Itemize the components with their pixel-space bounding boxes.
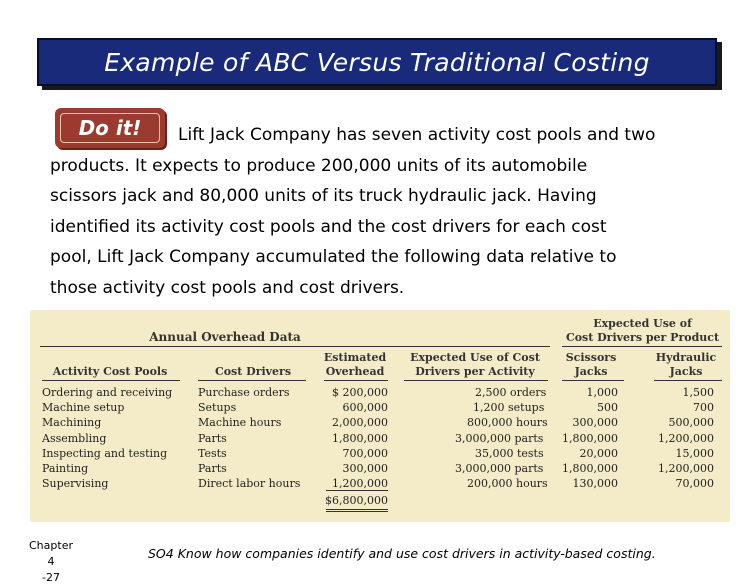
total-rule-double-1 — [326, 509, 388, 510]
cell-overhead: 1,800,000 — [332, 431, 388, 445]
cell-driver: Setups — [198, 401, 237, 415]
cell-pool: Supervising — [42, 477, 109, 491]
cell-use: 2,500 orders — [475, 386, 547, 399]
col-rule-driver — [198, 380, 306, 381]
col-header-scissors-line2: Jacks — [574, 365, 608, 378]
cell-hydraulic: 15,000 — [675, 446, 714, 460]
col-header-overhead-line2: Overhead — [325, 365, 385, 378]
slide-title: Example of ABC Versus Traditional Costing — [37, 38, 717, 86]
cell-pool: Painting — [42, 462, 89, 475]
cell-overhead: 1,200,000 — [332, 477, 388, 491]
study-objective: SO4 Know how companies identify and use cost drivers in activity-based costing. — [148, 546, 656, 561]
cell-driver: Direct labor hours — [198, 477, 301, 491]
col-header-hydraulic-line2: Jacks — [669, 365, 703, 378]
cell-use: 1,200 setups — [473, 401, 545, 415]
paragraph-line: identified its activity cost pools and the cost drivers for each cost — [50, 216, 607, 237]
cell-overhead: 700,000 — [342, 446, 388, 460]
col-header-hydraulic-line1: Hydraulic — [655, 351, 717, 364]
slide-number: -27 — [42, 571, 60, 584]
col-rule-hydraulic — [654, 380, 722, 381]
cell-scissors: 500 — [597, 401, 618, 415]
total-rule-top — [326, 490, 388, 491]
cell-use: 3,000,000 parts — [455, 462, 544, 475]
paragraph-line: those activity cost pools and cost drivers. — [50, 277, 405, 298]
expected-header-rule — [562, 346, 722, 347]
cell-pool: Machining — [42, 416, 102, 430]
cell-driver: Tests — [198, 446, 227, 460]
paragraph-line-text: Lift Jack Company has seven activity cost pools and two — [178, 125, 656, 145]
col-header-pool: Activity Cost Pools — [52, 365, 168, 378]
cell-hydraulic: 70,000 — [675, 477, 714, 491]
col-header-scissors-line1: Scissors — [565, 351, 617, 364]
cell-scissors: 300,000 — [572, 416, 618, 430]
cell-hydraulic: 500,000 — [668, 416, 714, 430]
paragraph-line: scissors jack and 80,000 units of its truck hydraulic jack. Having — [50, 186, 597, 206]
overhead-data-table — [30, 310, 730, 522]
cell-driver: Machine hours — [198, 416, 282, 430]
cell-use: 35,000 tests — [475, 446, 544, 460]
cell-pool: Assembling — [42, 431, 107, 445]
cell-pool: Inspecting and testing — [42, 446, 168, 460]
chapter-number: Chapter 4 — [29, 539, 73, 568]
cell-driver: Parts — [198, 462, 227, 475]
col-rule-pool — [42, 380, 180, 381]
expected-use-header-line1: Expected Use of — [593, 317, 692, 330]
cell-hydraulic: 1,200,000 — [658, 462, 714, 475]
cell-use: 3,000,000 parts — [455, 431, 544, 445]
do-it-label: Do it! — [60, 113, 160, 143]
cell-scissors: 1,800,000 — [562, 431, 618, 445]
col-header-use-line1: Expected Use of Cost — [410, 351, 540, 364]
cell-hydraulic: 1,500 — [682, 386, 714, 399]
col-header-driver: Cost Drivers — [214, 365, 292, 378]
col-rule-scissors — [562, 380, 624, 381]
col-header-overhead-line1: Estimated — [323, 351, 387, 364]
cell-scissors: 130,000 — [572, 477, 618, 491]
cell-overhead: 600,000 — [342, 401, 388, 415]
cell-driver: Purchase orders — [198, 386, 290, 399]
cell-pool: Machine setup — [42, 401, 125, 415]
cell-hydraulic: 700 — [693, 401, 714, 415]
cell-scissors: 20,000 — [579, 446, 618, 460]
col-header-use-line2: Drivers per Activity — [415, 365, 535, 378]
cell-use: 200,000 hours — [467, 477, 548, 491]
total-overhead: $6,800,000 — [325, 494, 388, 507]
cell-hydraulic: 1,200,000 — [658, 431, 714, 445]
cell-overhead: 2,000,000 — [332, 416, 388, 430]
annual-overhead-header: Annual Overhead Data — [149, 330, 301, 344]
cell-overhead: 300,000 — [342, 462, 388, 475]
chapter-label — [26, 538, 76, 586]
cell-pool: Ordering and receiving — [42, 386, 173, 399]
do-it-badge — [55, 108, 165, 148]
cell-driver: Parts — [198, 431, 227, 445]
cell-overhead: $ 200,000 — [332, 386, 388, 399]
cell-scissors: 1,000 — [586, 386, 618, 399]
cell-use: 800,000 hours — [467, 416, 548, 430]
cell-scissors: 1,800,000 — [562, 462, 618, 475]
paragraph-line: products. It expects to produce 200,000 units of its automobile — [50, 155, 588, 176]
expected-use-header-line2: Cost Drivers per Product — [565, 331, 720, 344]
col-rule-use — [404, 380, 548, 381]
annual-header-rule — [40, 346, 550, 347]
total-rule-double-2 — [326, 511, 388, 512]
col-rule-overhead — [324, 380, 388, 381]
paragraph-line: pool, Lift Jack Company accumulated the following data relative to — [50, 247, 617, 267]
